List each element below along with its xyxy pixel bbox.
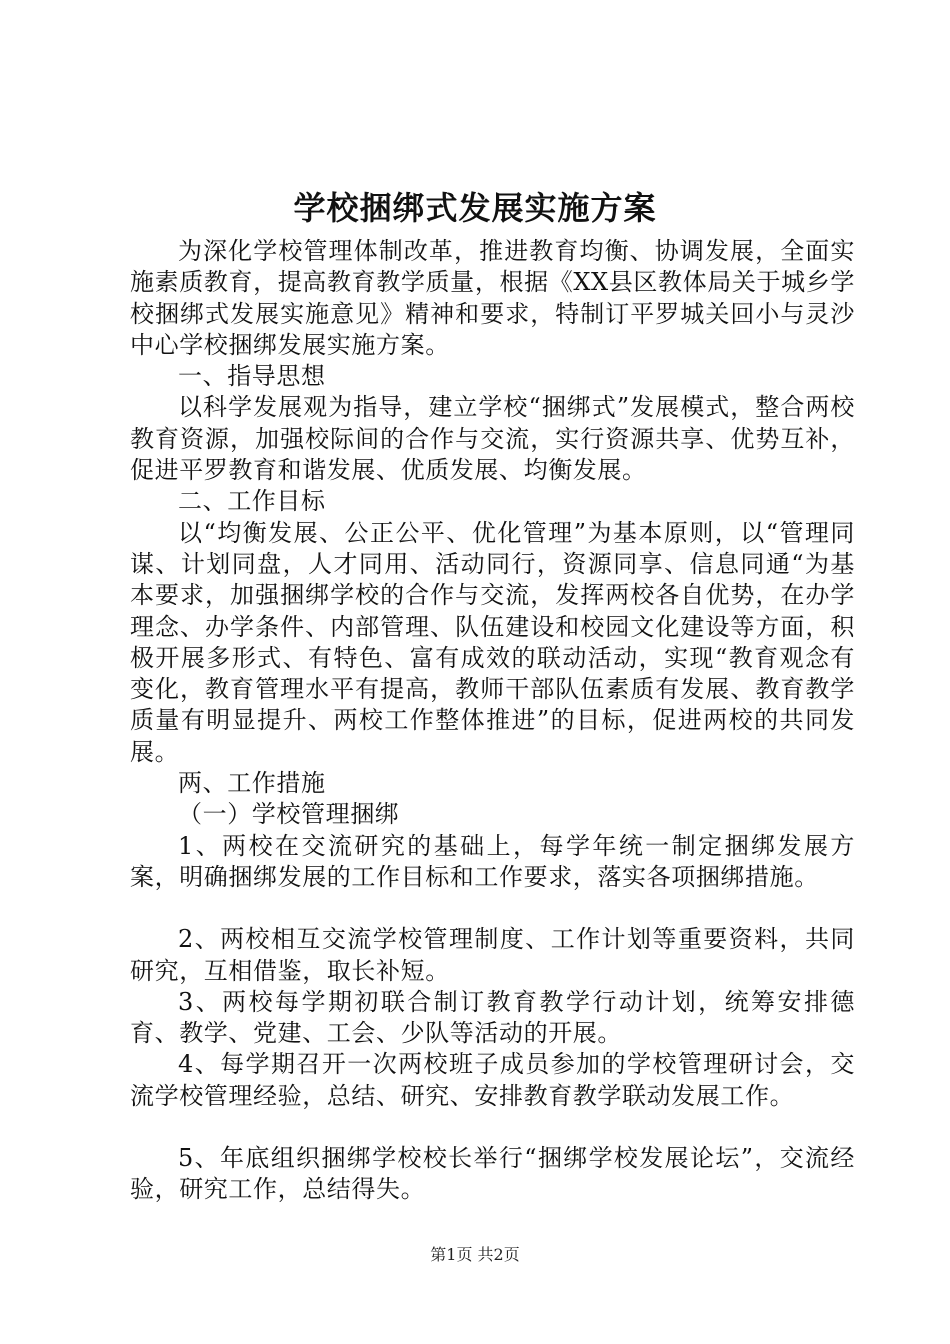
work-goals-paragraph: 以“均衡发展、公正公平、优化管理”为基本原则，以“管理同谋、计划同盘，人才同用、活动同行，资源同享、信息同通“为基本要求，加强捆绑学校的合作与交流，发挥两校各自优势，在办学理念、办学条件、内部管理、队伍建设和校园文化建设等方面，积极开展多形式、有特色、富有成效的联动活动，实现“教育观念有变化，教育管理水平有提高，教师干部队伍素质有发展、教育教学质量有明显提升、两校工作整体推进”的目标，促进两校的共同发展。	[130, 518, 855, 766]
list-item: 2、两校相互交流学校管理制度、工作计划等重要资料，共同研究，互相借鉴，取长补短。	[130, 925, 855, 985]
section-heading-guiding-thought: 一、指导思想	[178, 362, 326, 391]
intro-paragraph: 为深化学校管理体制改革，推进教育均衡、协调发展，全面实施素质教育，提高教育教学质量，根据《XX县区教体局关于城乡学校捆绑式发展实施意见》精神和要求，特制订平罗城关回小与灵沙中心学校捆绑发展实施方案。	[130, 237, 855, 359]
paragraph-gap	[130, 893, 855, 924]
subsection-heading-school-management: （一）学校管理捆绑	[178, 800, 400, 829]
list-item: 3、两校每学期初联合制订教育教学行动计划，统筹安排德育、教学、党建、工会、少队等活动的开展。	[130, 987, 855, 1048]
document-body	[130, 236, 855, 1206]
page-footer: 第1页 共2页	[430, 1245, 520, 1264]
section-heading-work-goals: 二、工作目标	[178, 487, 326, 516]
list-item: 1、两校在交流研究的基础上，每学年统一制定捆绑发展方案，明确捆绑发展的工作目标和工作要求，落实各项捆绑措施。	[130, 831, 855, 891]
guiding-thought-paragraph: 以科学发展观为指导，建立学校“捆绑式”发展模式，整合两校教育资源，加强校际间的合作与交流，实行资源共享、优势互补，促进平罗教育和谐发展、优质发展、均衡发展。	[130, 393, 855, 485]
section-heading-work-measures: 两、工作措施	[178, 769, 326, 798]
paragraph-gap	[130, 1112, 855, 1143]
document-title: 学校捆绑式发展实施方案	[293, 189, 657, 227]
list-item: 5、年底组织捆绑学校校长举行“捆绑学校发展论坛”，交流经验，研究工作，总结得失。	[130, 1144, 855, 1204]
list-item: 4、每学期召开一次两校班子成员参加的学校管理研讨会，交流学校管理经验，总结、研究、安排教育教学联动发展工作。	[130, 1050, 855, 1110]
